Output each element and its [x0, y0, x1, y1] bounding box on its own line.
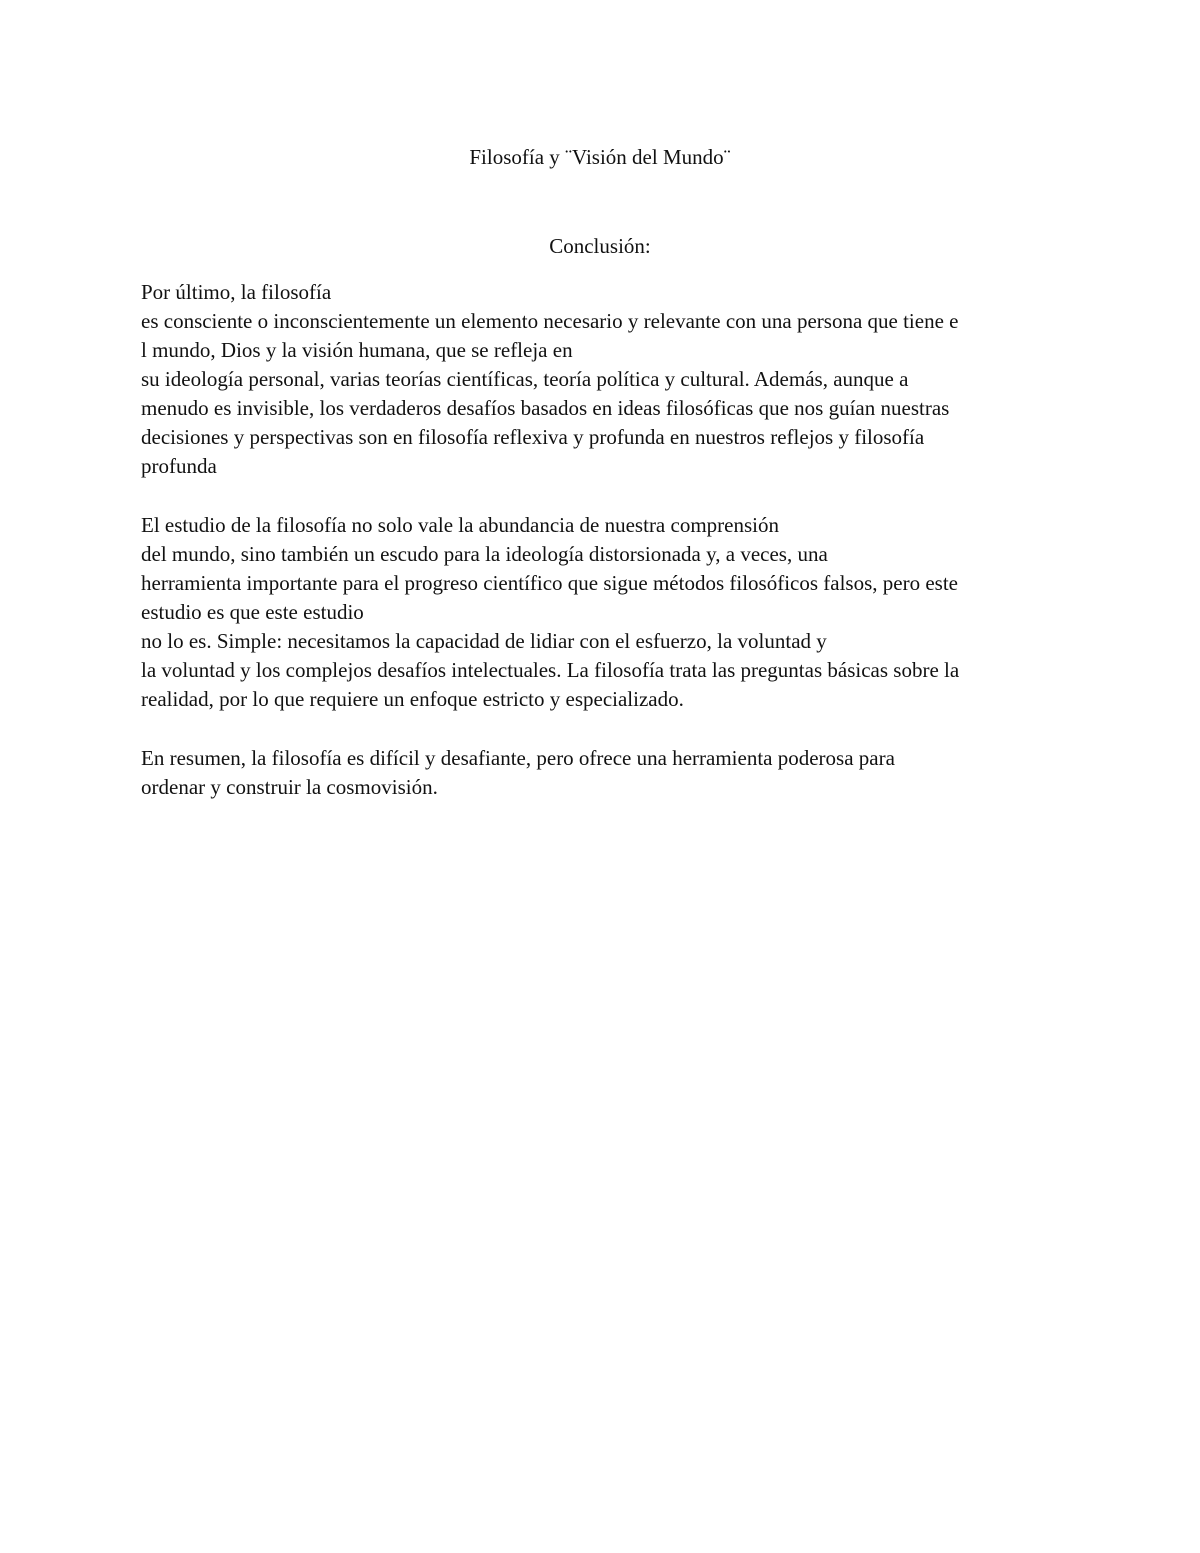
paragraph-3-line-1: En resumen, la filosofía es difícil y desafiante, pero ofrece una herramienta poderosa para [141, 746, 895, 770]
paragraph-2-line-7: realidad, por lo que requiere un enfoque estricto y especializado. [141, 687, 684, 711]
paragraph-2-line-3: herramienta importante para el progreso científico que sigue métodos filosóficos falsos, pero este [141, 571, 958, 595]
paragraph-2-line-1: El estudio de la filosofía no solo vale la abundancia de nuestra comprensión [141, 513, 779, 537]
paragraph-1-line-2: es consciente o inconscientemente un elemento necesario y relevante con una persona que tiene e [141, 309, 959, 333]
paragraph-2-line-4: estudio es que este estudio [141, 600, 364, 624]
paragraph-1-line-5: menudo es invisible, los verdaderos desafíos basados en ideas filosóficas que nos guían nuestras [141, 396, 950, 420]
document-title: Filosofía y ¨Visión del Mundo¨ [469, 145, 731, 169]
paragraph-3-line-2: ordenar y construir la cosmovisión. [141, 775, 438, 799]
paragraph-1-line-1: Por último, la filosofía [141, 280, 332, 304]
paragraph-2-line-2: del mundo, sino también un escudo para la ideología distorsionada y, a veces, una [141, 542, 828, 566]
paragraph-1-line-3: l mundo, Dios y la visión humana, que se refleja en [141, 338, 573, 362]
paragraph-1-line-4: su ideología personal, varias teorías científicas, teoría política y cultural. Además, aunque a [141, 367, 909, 391]
paragraph-2-line-6: la voluntad y los complejos desafíos intelectuales. La filosofía trata las preguntas básicas sobre la [141, 658, 960, 682]
paragraph-2-line-5: no lo es. Simple: necesitamos la capacidad de lidiar con el esfuerzo, la voluntad y [141, 629, 827, 653]
paragraph-1-line-6: decisiones y perspectivas son en filosofía reflexiva y profunda en nuestros reflejos y filosofía [141, 425, 925, 449]
document-subtitle: Conclusión: [549, 234, 651, 258]
paragraph-1-line-7: profunda [141, 454, 217, 478]
